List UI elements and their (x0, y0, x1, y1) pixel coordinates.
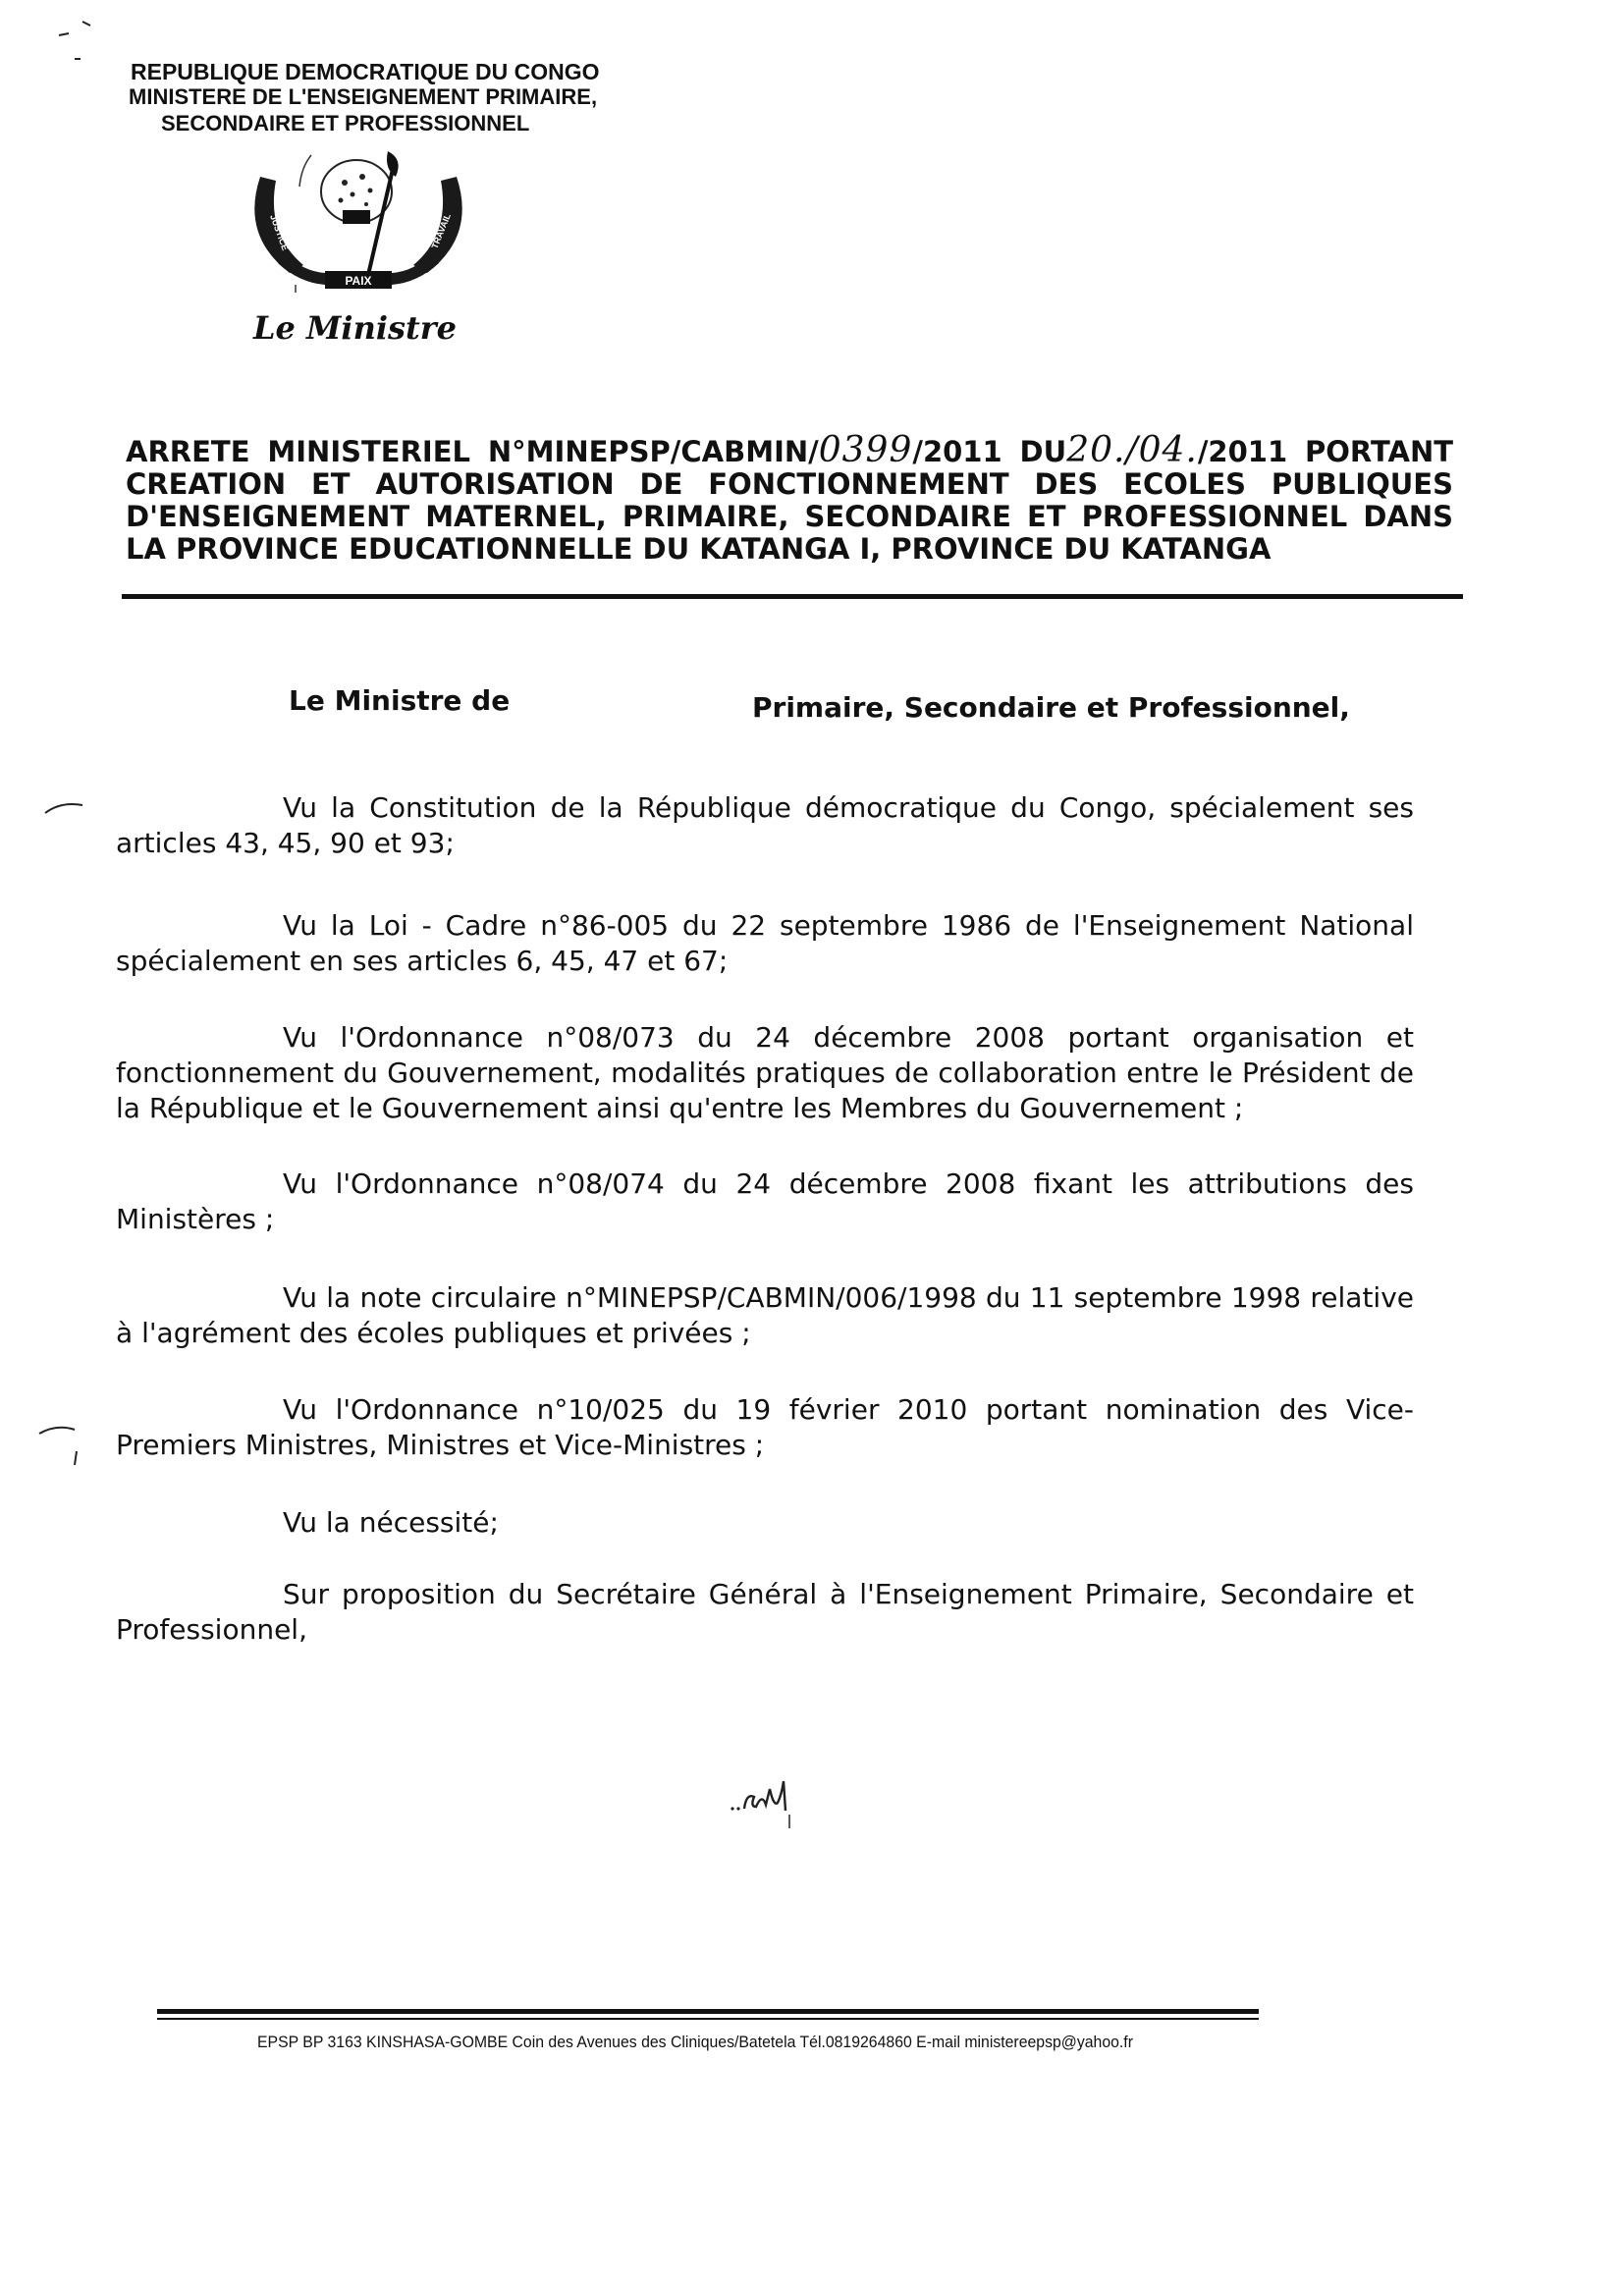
visa-first-line: Vu l'Ordonnance n°08/073 du 24 décembre 2008 portant organisation et (283, 1021, 1414, 1054)
visa-continuation: fonctionnement du Gouvernement, modalités pratiques de collaboration entre le Président de la République et le Gouvernement ainsi qu'entre les Membres du Gouvernement ; (116, 1057, 1414, 1124)
visa-continuation: articles 43, 45, 90 et 93; (116, 827, 455, 859)
emblem-banner-justice: JUSTICE (268, 213, 291, 252)
visa-paragraph (116, 1505, 1414, 1541)
emblem-banner-paix: PAIX (345, 274, 372, 288)
handwritten-decree-date: 20./04. (1066, 430, 1198, 470)
visa-first-line: Vu l'Ordonnance n°10/025 du 19 février 2010 portant nomination des Vice- (283, 1393, 1414, 1426)
title-part2: /2011 DU (912, 435, 1067, 468)
emblem-banner-travail: TRAVAIL (429, 212, 453, 250)
visa-continuation: l'agrément des écoles publiques et privées ; (141, 1317, 751, 1349)
visa-first-line: Vu la Loi - Cadre n°86-005 du 22 septembre 1986 de l'Enseignement (283, 909, 1286, 942)
intro-minister-de: Le Ministre de (289, 684, 511, 717)
visa-continuation: Premiers Ministres, Ministres et Vice-Ministres ; (116, 1429, 765, 1461)
decree-title (126, 430, 1453, 566)
title-underline-rule (122, 594, 1463, 599)
visa-continuation: Professionnel, (116, 1613, 307, 1646)
visa-paragraph (116, 1392, 1414, 1463)
letterhead-ministry: MINISTERE DE L'ENSEIGNEMENT PRIMAIRE, (129, 84, 598, 109)
letterhead-ministry-cont: SECONDAIRE ET PROFESSIONNEL (161, 111, 530, 136)
footer-address: EPSP BP 3163 KINSHASA-GOMBE Coin des Avenues des Cliniques/Batetela Tél.0819264860 E-mail ministereepsp@yahoo.fr (257, 2033, 1133, 2051)
visa-continuation: Ministères ; (116, 1203, 275, 1235)
letterhead-country: REPUBLIQUE DEMOCRATIQUE DU CONGO (131, 59, 600, 84)
visa-first-line: Vu la Constitution de la République démocratique du Congo, spécialement ses (283, 791, 1414, 824)
handwritten-decree-number: 0399 (818, 430, 913, 470)
visa-continuation: National spécialement en ses articles 6, 45, 47 et 67; (116, 909, 1414, 977)
minister-signature-line: Le Ministre (253, 309, 458, 347)
visa-first-line: Vu la note circulaire n°MINEPSP/CABMIN/006/1998 du 11 septembre 1998 relative à (116, 1281, 1414, 1349)
intro-ministry-name: Primaire, Secondaire et Professionnel, (752, 691, 1350, 724)
title-part1: ARRETE MINISTERIEL N°MINEPSP/CABMIN/ (126, 435, 819, 468)
handwritten-initials (717, 1767, 815, 1846)
visa-paragraph (116, 790, 1414, 861)
visa-paragraph (116, 1167, 1414, 1237)
footer-rule-thin (157, 2018, 1259, 2020)
footer-rule-thick (157, 2009, 1259, 2014)
visa-paragraph (116, 1280, 1414, 1351)
visa-first-line: Vu la nécessité; (283, 1506, 499, 1539)
coat-of-arms-emblem (231, 147, 486, 295)
visa-paragraph (116, 1577, 1414, 1648)
visa-paragraph (116, 1020, 1414, 1126)
title-part3: /2011 PORTANT CREATION ET AUTORISATION DE FONCTIONNEMENT DES ECOLES PUBLIQUES D'ENSEIGNEMENT MATERNEL, PRIMAIRE, SECONDAIRE ET PROFESSIONNEL DANS LA PROVINCE EDUCATIONNELLE DU KATANGA I, PROVINCE DU KATANGA (126, 435, 1453, 566)
visa-first-line: Sur proposition du Secrétaire Général à l'Enseignement Primaire, Secondaire et (283, 1578, 1414, 1610)
visa-paragraph (116, 908, 1414, 979)
visa-first-line: Vu l'Ordonnance n°08/074 du 24 décembre 2008 fixant les attributions des (283, 1167, 1414, 1200)
